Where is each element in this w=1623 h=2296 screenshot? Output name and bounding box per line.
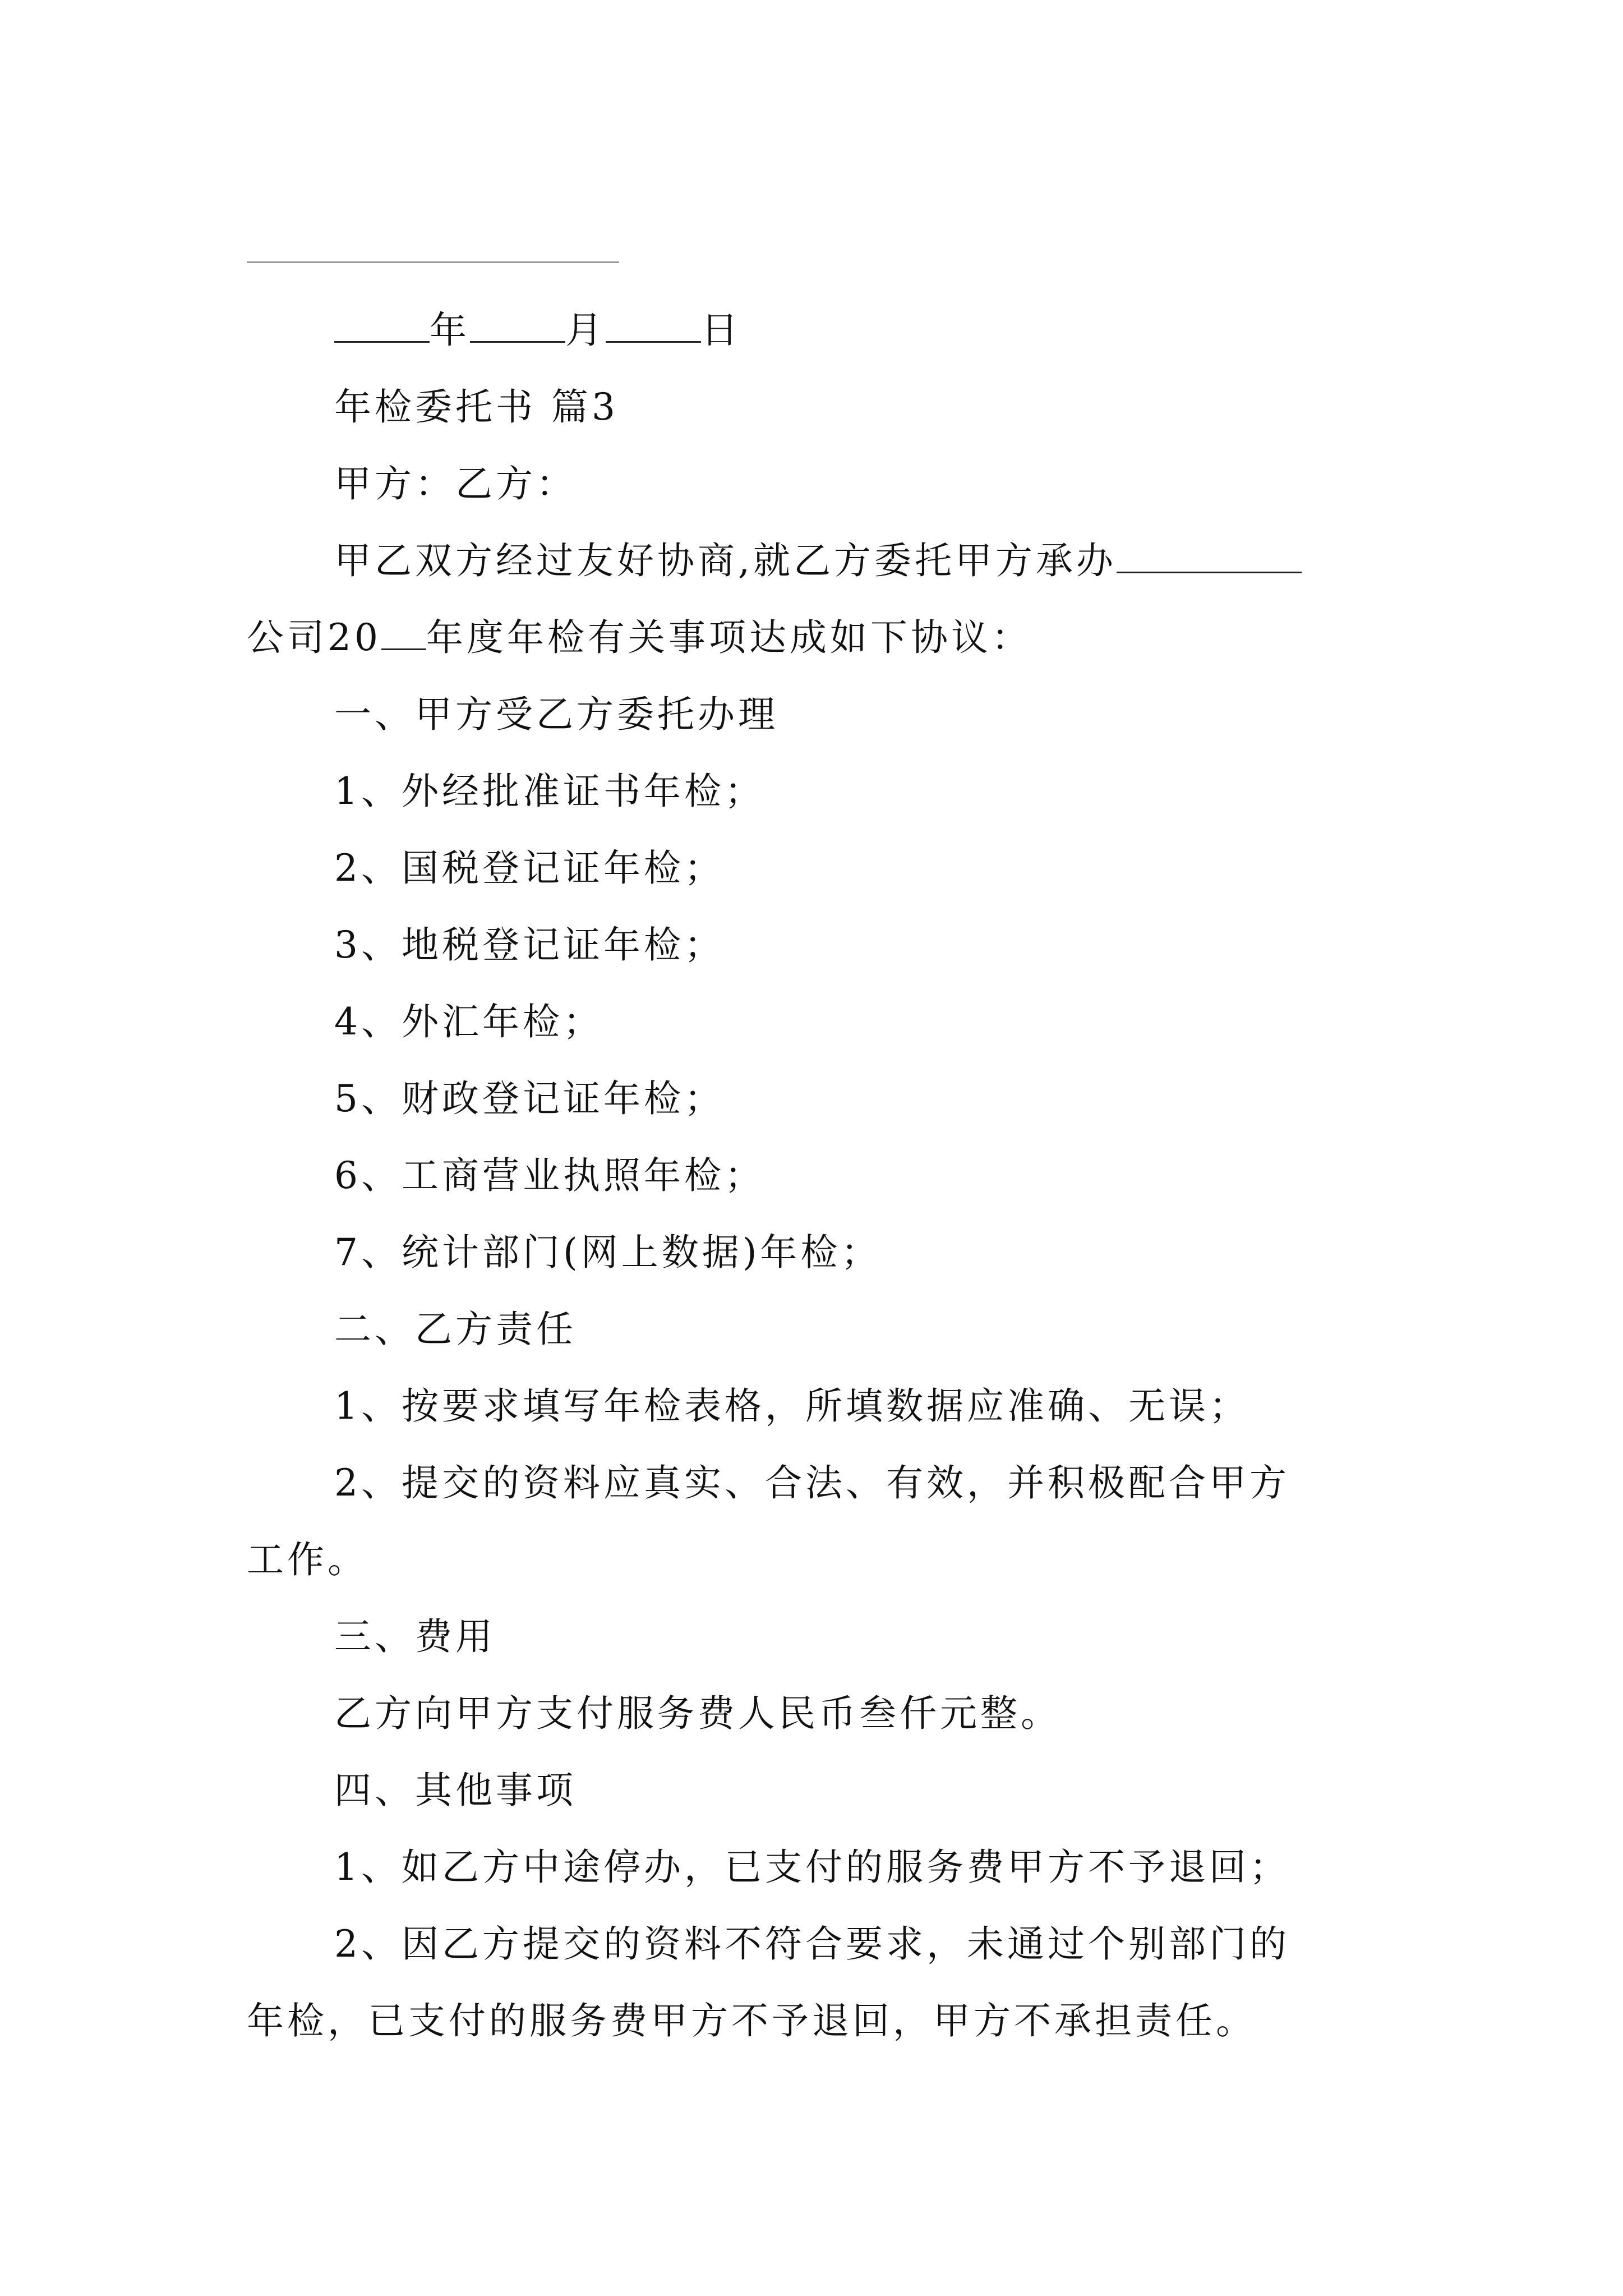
month-blank (470, 309, 565, 343)
section-4-item-1: 1、如乙方中途停办，已支付的服务费甲方不予退回； (334, 1846, 1290, 1889)
section-4-item-2-continued: 年检，已支付的服务费甲方不予退回，甲方不承担责任。 (247, 1999, 1256, 2042)
section-1-item: 2、国税登记证年检； (334, 846, 725, 890)
section-2-item-2: 2、提交的资料应真实、合法、有效，并积极配合甲方 (334, 1461, 1290, 1504)
section-4-item-2: 2、因乙方提交的资料不符合要求，未通过个别部门的 (334, 1922, 1290, 1966)
section-1-item: 1、外经批准证书年检； (334, 770, 765, 813)
section-1-item: 3、地税登记证年检； (334, 923, 725, 967)
section-1-item: 5、财政登记证年检； (334, 1077, 725, 1120)
section-2-title: 二、乙方责任 (334, 1308, 577, 1351)
section-1-title: 一、甲方受乙方委托办理 (334, 693, 778, 736)
document-body (247, 292, 1385, 2059)
month-label: 月 (565, 309, 606, 352)
year-suffix-blank (381, 616, 426, 650)
intro-line-1 (247, 522, 1385, 599)
section-1-item: 6、工商营业执照年检； (334, 1154, 765, 1197)
date-line (247, 292, 1385, 369)
section-3-text: 乙方向甲方支付服务费人民币叁仟元整。 (334, 1692, 1061, 1735)
company-blank (1117, 539, 1302, 573)
intro-prefix: 公司20 (247, 616, 381, 659)
day-blank (606, 309, 701, 343)
signature-line (247, 261, 619, 263)
day-label: 日 (701, 309, 741, 352)
section-3-title: 三、费用 (334, 1615, 496, 1658)
section-2-item-2-continued: 工作。 (247, 1538, 368, 1581)
intro-text: 甲乙双方经过友好协商,就乙方委托甲方承办 (334, 539, 1117, 582)
intro-suffix: 年度年检有关事项达成如下协议： (426, 616, 1032, 659)
year-blank (334, 309, 430, 343)
section-1-item: 7、统计部门(网上数据)年检； (334, 1231, 882, 1274)
parties-line: 甲方：乙方： (334, 462, 577, 505)
year-label: 年 (430, 309, 470, 352)
section-4-title: 四、其他事项 (334, 1769, 577, 1812)
section-2-item-1: 1、按要求填写年检表格，所填数据应准确、无误； (334, 1384, 1249, 1428)
document-heading: 年检委托书 篇3 (334, 385, 619, 429)
section-1-item: 4、外汇年检； (334, 1000, 603, 1043)
intro-line-2 (247, 599, 1385, 676)
